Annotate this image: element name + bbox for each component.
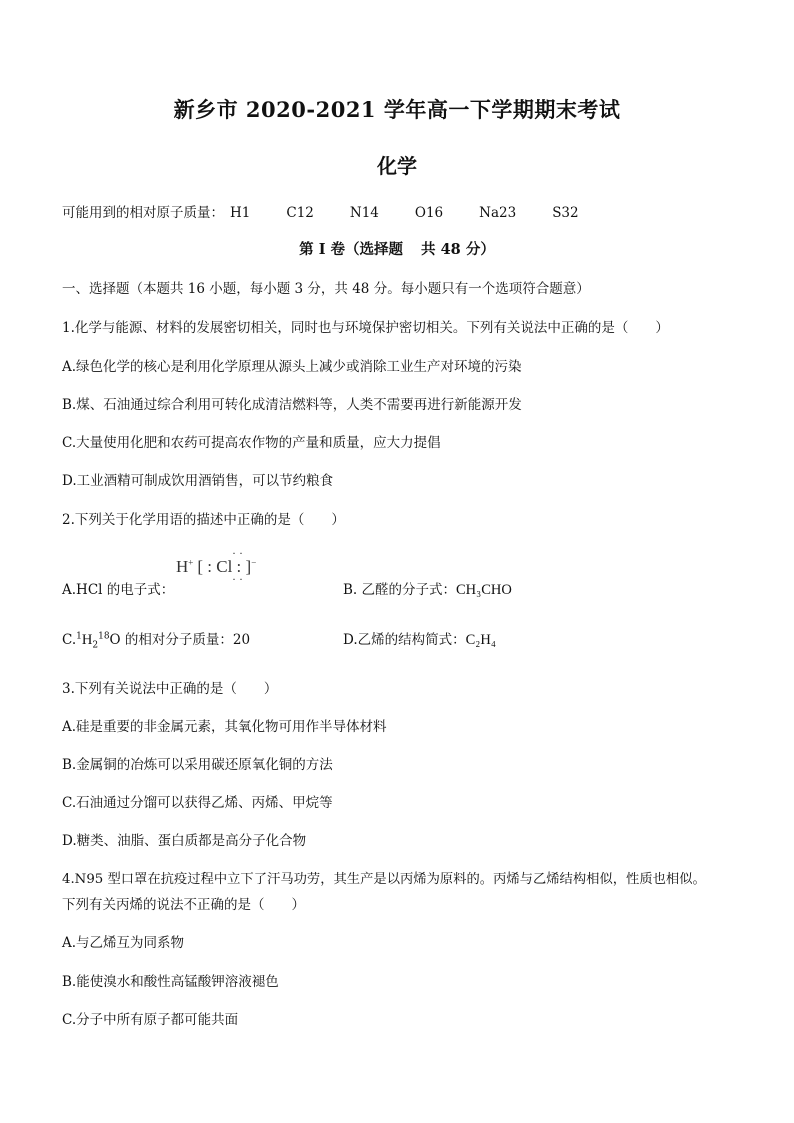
- q2-option-c: $C.^1H_2^{18}O$ 的相对分子质量：20: [62, 631, 251, 651]
- q4-option-a: A.与乙烯互为同系物: [62, 935, 185, 951]
- mass-o: O16: [414, 205, 444, 221]
- q2-option-b: B. 乙醛的分子式：CH₃CHO: [343, 582, 512, 598]
- q1-option-d: D.工业酒精可制成饮用酒销售，可以节约粮食: [62, 473, 334, 489]
- lone-pair-top: ··: [232, 546, 246, 560]
- q4-stem-line1: 4.N95 型口罩在抗疫过程中立下了汗马功劳，其生产是以丙烯为原料的。丙烯与乙烯结构相似，性质也相似。: [62, 872, 706, 887]
- atomic-masses-label: 可能用到的相对原子质量：: [62, 205, 224, 221]
- q3-stem: 3.下列有关说法中正确的是（ ）: [62, 681, 278, 697]
- q4-option-c: C.分子中所有原子都可能共面: [62, 1012, 239, 1028]
- acetaldehyde-formula: CH₃CHO: [456, 582, 512, 598]
- exam-title: 新乡市 2020-2021 学年高一下学期期末考试: [173, 97, 621, 122]
- section-heading: 第 I 卷（选择题 共 48 分）: [299, 241, 495, 258]
- q2-stem: 2.下列关于化学用语的描述中正确的是（ ）: [62, 512, 345, 528]
- atomic-masses: [62, 201, 579, 221]
- q4-stem-line2: 下列有关丙烯的说法不正确的是（ ）: [62, 897, 305, 913]
- ethylene-formula: C₂H₄: [465, 632, 496, 648]
- mass-na: Na23: [479, 205, 517, 221]
- q3-option-d: D.糖类、油脂、蛋白质都是高分子化合物: [62, 833, 307, 849]
- q1-option-a: A.绿色化学的核心是利用化学原理从源头上减少或消除工业生产对环境的污染: [62, 359, 522, 375]
- mass-h: H1: [230, 205, 251, 221]
- q2-option-a: A.HCl 的电子式：: [62, 582, 175, 598]
- q1-stem: 1.化学与能源、材料的发展密切相关，同时也与环境保护密切相关。下列有关说法中正确的是（ ）: [62, 320, 669, 336]
- q1-option-c: C.大量使用化肥和农药可提高农作物的产量和质量，应大力提倡: [62, 435, 441, 451]
- mass-s: S32: [552, 205, 579, 221]
- lone-pair-bottom: ··: [232, 572, 246, 586]
- part1-instructions: 一、选择题（本题共 16 小题，每小题 3 分，共 48 分。每小题只有一个选项符合题意）: [62, 281, 590, 297]
- subject-title: 化学: [377, 154, 417, 178]
- q4-option-b: B.能使溴水和酸性高锰酸钾溶液褪色: [62, 974, 279, 990]
- mass-c: C12: [286, 205, 314, 221]
- q2-option-d: D.乙烯的结构简式：C₂H₄: [343, 632, 496, 648]
- q3-option-a: A.硅是重要的非金属元素，其氧化物可用作半导体材料: [62, 719, 387, 735]
- mass-n: N14: [349, 205, 379, 221]
- q1-option-b: B.煤、石油通过综合利用可转化成清洁燃料等，人类不需要再进行新能源开发: [62, 397, 522, 413]
- q3-option-c: C.石油通过分馏可以获得乙烯、丙烯、甲烷等: [62, 795, 333, 811]
- hcl-electron-formula: H+ [ : Cl : ]− ·· ··: [176, 546, 257, 586]
- q3-option-b: B.金属铜的冶炼可以采用碳还原氧化铜的方法: [62, 757, 333, 773]
